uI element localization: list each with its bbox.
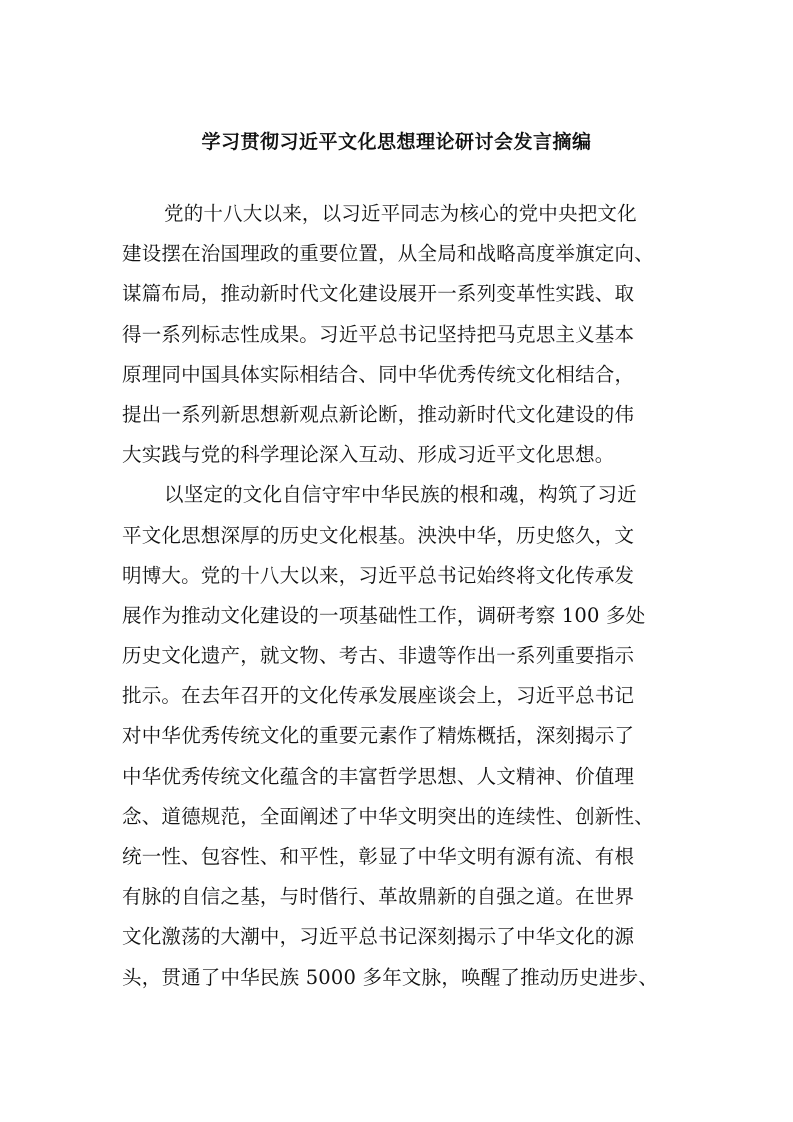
text-line: 统一性、包容性、和平性，彰显了中华文明有源有流、有根 (122, 845, 635, 868)
text-line: 大实践与党的科学理论深入互动、形成习近平文化思想。 (122, 443, 615, 467)
text-line: 历史文化遗产，就文物、考古、非遗等作出一系列重要指示 (122, 644, 635, 668)
text-line: 原理同中国具体实际相结合、同中华优秀传统文化相结合， (122, 362, 635, 386)
paragraph-2 (122, 475, 682, 997)
text-line: 平文化思想深厚的历史文化根基。泱泱中华，历史悠久，文 (122, 523, 635, 547)
text-line: 得一系列标志性成果。习近平总书记坚持把马克思主义基本 (122, 322, 635, 346)
text-line: 提出一系列新思想新观点新论断，推动新时代文化建设的伟 (122, 402, 635, 426)
text-line: 念、道德规范，全面阐述了中华文明突出的连续性、创新性、 (122, 804, 654, 828)
text-line: 明博大。党的十八大以来，习近平总书记始终将文化传承发 (122, 563, 635, 587)
text-line: 以坚定的文化自信守牢中华民族的根和魂，构筑了习近 (164, 483, 637, 507)
text-line: 文化激荡的大潮中，习近平总书记深刻揭示了中华文化的源 (122, 925, 635, 949)
text-line: 党的十八大以来，以习近平同志为核心的党中央把文化 (164, 202, 637, 225)
paragraph-1 (122, 194, 682, 475)
text-line: 有脉的自信之基，与时偕行、革故鼎新的自强之道。在世界 (122, 885, 635, 909)
document-body (122, 194, 682, 998)
text-line: 谋篇布局，推动新时代文化建设展开一系列变革性实践、取 (122, 282, 635, 306)
text-line: 中华优秀传统文化蕴含的丰富哲学思想、人文精神、价值理 (122, 764, 635, 788)
text-line: 展作为推动文化建设的一项基础性工作，调研考察 100 多处 (122, 603, 646, 627)
text-line: 建设摆在治国理政的重要位置，从全局和战略高度举旗定向、 (122, 242, 654, 266)
text-line: 头，贯通了中华民族 5000 多年文脉，唤醒了推动历史进步、 (122, 965, 659, 989)
document-title: 学习贯彻习近平文化思想理论研讨会发言摘编 (201, 131, 592, 153)
text-line: 批示。在去年召开的文化传承发展座谈会上，习近平总书记 (122, 684, 635, 708)
text-line: 对中华优秀传统文化的重要元素作了精炼概括，深刻揭示了 (122, 724, 635, 748)
